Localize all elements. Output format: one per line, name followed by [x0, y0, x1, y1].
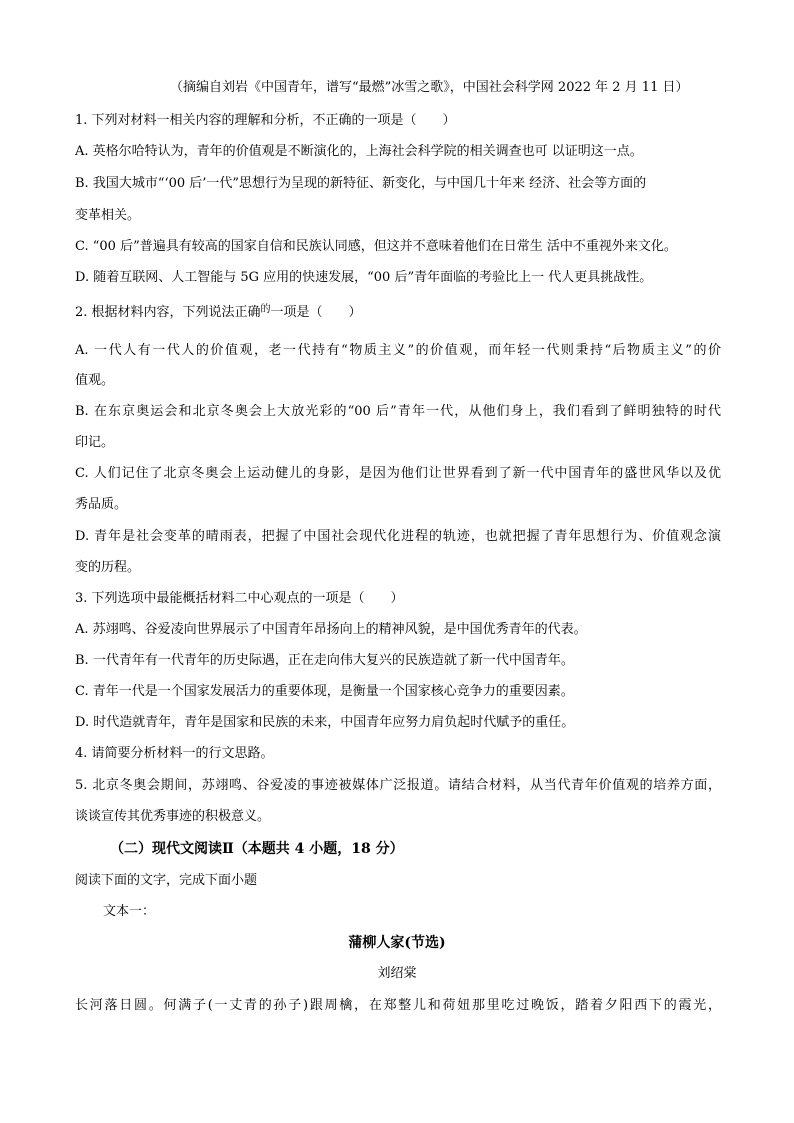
q2-stem-sup: 的	[260, 304, 271, 315]
q5-stem-cont: 谈谈宣传其优秀事迹的积极意义。	[75, 809, 271, 824]
excerpt-author: 刘绍棠	[377, 966, 417, 981]
reading-instruction: 阅读下面的文字，完成下面小题	[75, 873, 258, 888]
q2-stem-part1: 2. 根据材料内容，下列说法正确	[75, 305, 261, 320]
q3-option-c: C. 青年一代是一个国家发展活力的重要体现，是衡量一个国家核心竞争力的重要因素。	[75, 684, 574, 699]
q3-option-d: D. 时代造就青年，青年是国家和民族的未来，中国青年应努力肩负起时代赋予的重任。	[75, 715, 575, 730]
q1-option-b-cont: 变革相关。	[75, 208, 141, 223]
q3-option-b: B. 一代青年有一代青年的历史际遇，正在走向伟大复兴的民族造就了新一代中国青年。	[75, 653, 574, 668]
q2-option-c: C. 人们记住了北京冬奥会上运动健儿的身影，是因为他们让世界看到了新一代中国青年的盛世风华以及优	[75, 466, 721, 481]
q3-option-a: A. 苏翊鸣、谷爱凌向世界展示了中国青年昂扬向上的精神风貌，是中国优秀青年的代表。	[75, 622, 587, 637]
q1-stem: 1. 下列对材料一相关内容的理解和分析，不正确的一项是（ ）	[75, 113, 456, 128]
q2-option-b-cont: 印记。	[75, 435, 115, 450]
q2-option-b: B. 在东京奥运会和北京冬奥会上大放光彩的“00 后”青年一代，从他们身上，我们看到了鲜明独特的时代	[75, 404, 721, 419]
q2-option-a: A. 一代人有一代人的价值观，老一代持有“物质主义”的价值观，而年轻一代则秉持“后物质主义”的价	[75, 343, 721, 358]
q2-stem-part2: 一项是（ ）	[270, 305, 362, 320]
q3-stem: 3. 下列选项中最能概括材料二中心观点的一项是（ ）	[75, 591, 404, 606]
text-one-label: 文本一：	[103, 904, 156, 919]
q1-option-b: B. 我国大城市“‘00 后’一代”思想行为呈现的新特征、新变化，与中国几十年来 经济、社会等方面的	[75, 176, 647, 191]
excerpt-first-line: 长河落日圆。何满子(一丈青的孙子)跟周檎，在郑整儿和荷妞那里吃过晚饭，踏着夕阳西下的霞光，	[75, 998, 721, 1013]
q1-option-a: A. 英格尔哈特认为，青年的价值观是不断演化的，上海社会科学院的相关调查也可 以证明这一点。	[75, 144, 643, 159]
q5-stem: 5. 北京冬奥会期间，苏翊鸣、谷爱凌的事迹被媒体广泛报道。请结合材料，从当代青年价值观的培养方面，	[75, 778, 721, 793]
q2-option-d: D. 青年是社会变革的晴雨表，把握了中国社会现代化进程的轨迹，也就把握了青年思想行为、价值观念演	[75, 529, 721, 544]
q1-option-d: D. 随着互联网、人工智能与 5G 应用的快速发展，“00 后”青年面临的考验比上一 代人更具挑战性。	[75, 270, 653, 285]
q2-option-d-cont: 变的历程。	[75, 560, 141, 575]
section-heading: （二）现代文阅读Ⅱ（本题共 4 小题，18 分）	[110, 841, 404, 857]
q2-option-a-cont: 值观。	[75, 373, 115, 388]
excerpt-title: 蒲柳人家(节选)	[348, 935, 446, 951]
source-citation: （摘编自刘岩《中国青年，谱写“最燃”冰雪之歌》，中国社会科学网 2022 年 2 月 11 日）	[170, 80, 689, 95]
q2-stem	[75, 304, 362, 323]
q2-option-c-cont: 秀品质。	[75, 497, 128, 512]
q4-stem: 4. 请简要分析材料一的行文思路。	[75, 746, 274, 761]
q1-option-c: C. “00 后”普遍具有较高的国家自信和民族认同感，但这并不意味着他们在日常生 活中不重视外来文化。	[75, 239, 677, 254]
